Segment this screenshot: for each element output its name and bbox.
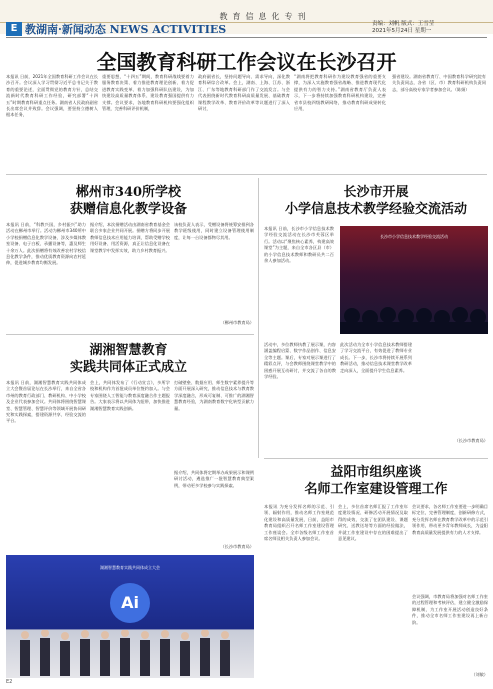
story1-column-3: 该校负责人表示，受赠设备将统筹安排到各教学班级使用，同时建立设备管理使用制度，让每一台设备都物尽其用。: [174, 222, 254, 240]
story2-column-2: 会上，共同体发布了《行动宣言》，多所学校和机构作为首批成员单位签约加入。与会专家围绕人工智能与教育深度融合作主题报告。大家表示将以共同体为纽带，加快推进湖湘智慧教育实践创新。: [90, 380, 170, 411]
editor-info: [372, 21, 488, 35]
date-line: 2021年5月24日 星期一: [372, 28, 432, 34]
story3-byline: （长沙市教育局）: [454, 438, 488, 443]
story2-headline: [6, 342, 251, 376]
lead-column-3: 政府副省长，坚持问题导向、需求导向，深化教育科研综合改革。会上，湖南、上海、江苏、浙江、广东等地教育科研部门作了交流发言。与会代表围绕新时代教育科研高质量发展、基础教育课程教学改革、教育评价改革等议题进行了深入研讨，: [198, 74, 290, 112]
lead-column-2: 重要思想，“十四五”期间，教育科研战线要着力服务教育决策、着力推进教育理论创新、着力促进教育实践变革、着力加强科研队伍建设，为加快建设高质量教育体系、建设教育强国提供有力支撑。会议要求，各地教育科研机构要强化组织管理，完善科研评价机制，: [102, 74, 194, 112]
story1-byline: （郴州市教育局）: [220, 320, 254, 325]
story2-stage-banner: 湖湘智慧教育实践共同体成立大会: [100, 565, 160, 570]
story4-headline-line1: 益阳市组织座谈: [330, 465, 422, 480]
story2-stage-ai-logo: Ai: [110, 583, 150, 623]
story4-column-2: 会上，多位首席名师汇报了工作室年度建设情况、研修活动开展情况及取得的成效，交流了在团队建设、课题研究、送教送培等方面的经验做法，并就工作室建设中存在的困难提出了意见建议。: [338, 504, 408, 542]
story1-headline: [6, 184, 251, 218]
story2-column-4: 据介绍，共同体将定期举办成果展示和课例研讨活动，遴选推广一批智慧教育典型案例，带动更多学校参与实践探索。: [174, 470, 254, 488]
story2-column-1: 本报讯 日前，湖湘智慧教育实践共同体成立大会暨首届论坛在长沙举行，来自全省各市州的教育行政部门、教研机构、中小学校及企业代表参加会议。共同体将围绕智慧课堂、智慧管理、智慧评价等领域开展协同研究和实践探索，搭建资源共享、经验交流的平台。: [6, 380, 86, 424]
page-number: E2: [6, 679, 13, 685]
story4-column-1: 本报讯 为充分发挥名师的示范、引领、辐射作用，推动名师工作室规范化建设和高质量发展，日前，益阳市教育局组织召开名师工作室建设管理工作座谈会。全市各级名师工作室首席名师及相关负责人参加会议。: [264, 504, 334, 542]
story1-column-2: 据介绍，本次捐赠活动由湖南省教育基金会联合多家企业共同开展。捐赠方将同步开展教师信息技术应用能力培训，帮助受赠学校用好设备、用活资源，真正让信息化设备在课堂教学中发挥实效，助力乡村教育振兴。: [90, 222, 170, 253]
story2-headline-line2: 实践共同体正式成立: [69, 360, 187, 375]
story2-column-3: 打破壁垒、数据应用、师生数字素养提升等方面开展深入研究，推动信息技术与教育教学深度融合，形成可复制、可推广的湖湘智慧教育经验，为湖南教育数字化转型贡献力量。: [174, 380, 254, 411]
story2-photo: [6, 555, 254, 678]
lead-column-5: 强省建设。湖南省教育厅、中国教育科学研究院有关负责同志，各省（区、市）教育科研机构负责同志，部分高校专家学者参加会议。（陈娟）: [392, 74, 486, 92]
story1-headline-line1: 郴州市340所学校: [75, 185, 182, 200]
story4-column-4: 会议强调，市教育局将加强对名师工作室的过程管理和考核评估，建立健全激励保障机制，为工作室开展活动创造良好条件，推动全市名师工作室建设再上新台阶。: [412, 594, 488, 625]
story2-byline: （长沙市教育局）: [220, 544, 254, 549]
editor-line: 责编：刘帆 版式：王雪莹: [372, 21, 435, 27]
story4-byline: （刘敏）: [471, 672, 488, 677]
story3-headline-line2: 小学信息技术教学经验交流活动: [284, 202, 467, 217]
story3-headline: [264, 184, 488, 218]
header-rule: [6, 37, 487, 38]
lead-column-1: 本报讯 日前，2021年全国教育科研工作会议在长沙召开。会议深入学习贯彻习近平总书记关于教育的重要论述，全面贯彻党的教育方针，总结交流新时代教育科研工作经验，研究部署“十四五”时期教育科研重点任务。湖南省人民政府副省长出席会议并致辞。会议强调，要坚持立德树人根本任务，: [6, 74, 98, 118]
story3-divider: [264, 458, 488, 459]
section-logo-icon: E: [6, 22, 22, 36]
story4-headline: [264, 464, 488, 498]
story4-headline-line2: 名师工作室建设管理工作: [304, 482, 448, 497]
story1-column-1: 本报讯 日前，“科教兴国，乡村振兴”助力活动在郴州市举行。活动为郴州市340所中小学校捐赠信息化教学设备，涉及多媒体教室设备、电子白板、录播设备等，惠及师生十余万人。此次捐赠将有效改善农村学校信息化教学条件，推动优质教育资源向农村延伸，促进城乡教育均衡发展。: [6, 222, 86, 266]
story3-headline-line1: 长沙市开展: [343, 185, 409, 200]
story3-column-1: 本报讯 日前，长沙市小学信息技术教学经验交流活动在长沙市芙蓉区举行。活动以“聚焦核心素养，构建高效课堂”为主题，来自全市各区县（市）的小学信息技术教师和教研员共二百余人参加活动。: [264, 226, 334, 264]
story2-people-icon: [6, 630, 254, 678]
story3-column-2: 活动中，多位教师执教了展示课，内容涵盖编程启蒙、数字作品创作、信息安全等主题。课后，专家对展示课进行了精彩点评，与会教师围绕课堂教学中的困惑开展互动研讨，并交流了各自的教学经验。: [264, 342, 336, 380]
center-divider: [258, 178, 259, 458]
section-title: 教湖南·新闻动态 NEWS ACTIVITIES: [25, 23, 227, 36]
main-headline: 全国教育科研工作会议在长沙召开: [96, 50, 397, 74]
story1-divider: [6, 334, 254, 335]
banner-title: 教育信息化专刊: [219, 12, 311, 21]
story2-headline-line1: 湖湘智慧教育: [89, 343, 168, 358]
story3-stage-banner: 长沙市小学信息技术教学经验交流活动: [380, 234, 448, 239]
story4-column-3: 会议要求，各名师工作室要进一步明确目标定位，完善管理制度，创新研修方式，充分发挥名师在教育教学改革中的示范引领作用，带动更多青年教师成长，为益阳教育高质量发展提供有力的人才支撑。: [412, 504, 488, 535]
story3-photo: [340, 226, 488, 334]
story3-audience-icon: [340, 286, 488, 334]
story3-column-3: 此次活动为全市小学信息技术教师搭建了学习交流平台，有效促进了教师专业成长。下一步，长沙市将持续开展系列教研活动，推动信息技术课堂教学改革走向深入，全面提升学生信息素养。: [340, 342, 412, 373]
lead-divider: [6, 174, 487, 175]
lead-column-4: “湖南将把教育科研作为建设教育强省的重要支撑，为深入实施教育强省战略、推进教育现代化提供有力的智力支持。”湖南省教育厅负责人表示，下一步将持续加强教育科研机构建设，完善省市县校四级教研网络，推动教育科研成果转化应用，: [294, 74, 386, 112]
story1-headline-line2: 获赠信息化教学设备: [69, 202, 187, 217]
